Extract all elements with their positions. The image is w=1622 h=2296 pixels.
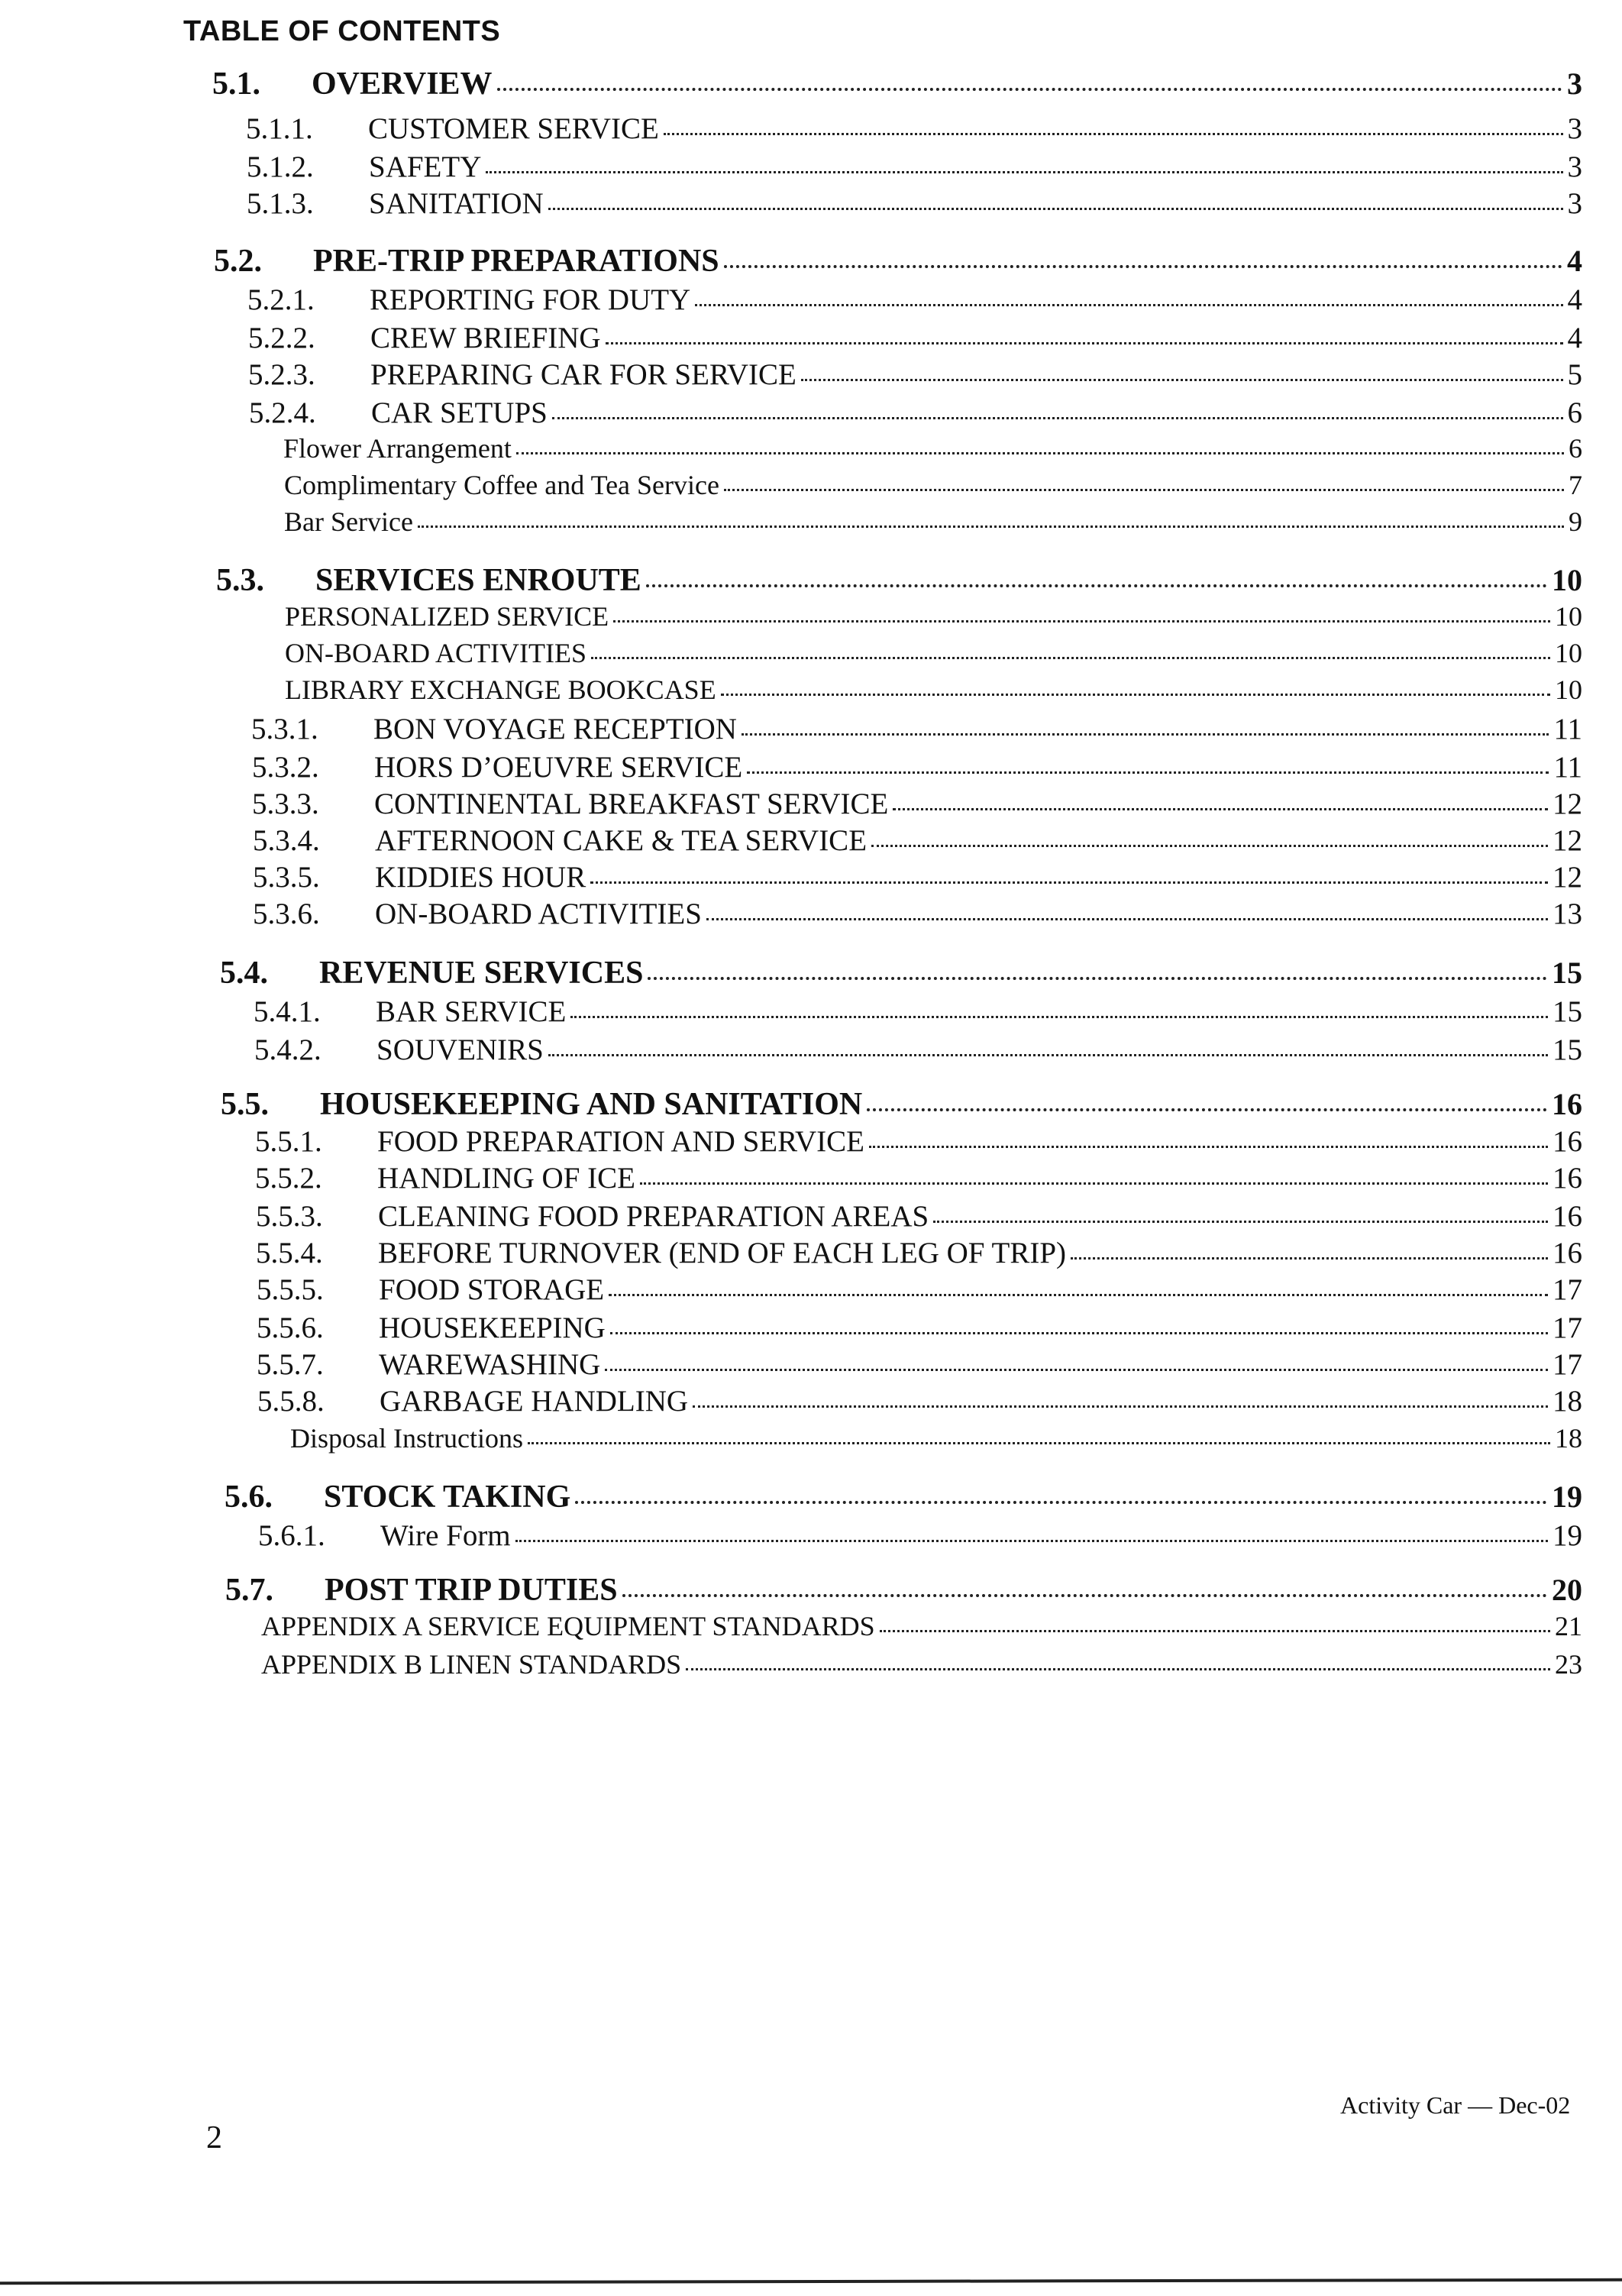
toc-page-number: 9: [1569, 506, 1582, 537]
toc-dot-leader: [528, 1442, 1550, 1444]
toc-section-title: CONTINENTAL BREAKFAST SERVICE: [374, 787, 889, 820]
toc-dot-leader: [747, 771, 1549, 774]
toc-dot-leader: [646, 584, 1547, 587]
toc-entry-3: [285, 637, 1582, 674]
toc-page-number: 6: [1567, 396, 1582, 429]
toc-section-title: HOUSEKEEPING AND SANITATION: [320, 1087, 863, 1122]
toc-section-number: 5.5.4.: [256, 1237, 323, 1269]
toc-entry-2: [253, 860, 1582, 897]
toc-dot-leader: [570, 1016, 1548, 1018]
toc-dot-leader: [497, 88, 1562, 91]
toc-section-number: 5.1.1.: [246, 112, 313, 145]
toc-dot-leader: [706, 918, 1548, 920]
document-footer: Activity Car — Dec-02: [1340, 2091, 1571, 2119]
toc-section-title: STOCK TAKING: [324, 1479, 571, 1515]
toc-section-title: Disposal Instructions: [290, 1423, 523, 1454]
toc-dot-leader: [724, 265, 1562, 268]
toc-section-number: 5.3.: [216, 563, 264, 598]
toc-section-title: SOUVENIRS: [376, 1033, 544, 1066]
toc-section-title: Flower Arrangement: [283, 433, 512, 464]
toc-page-number: 20: [1552, 1573, 1582, 1607]
toc-dot-leader: [516, 452, 1564, 454]
toc-page-number: 23: [1555, 1649, 1582, 1680]
toc-page-number: 16: [1553, 1162, 1582, 1195]
toc-entry-2: [255, 1124, 1582, 1161]
toc-entry-1: [221, 1086, 1582, 1123]
toc-page-number: 3: [1567, 150, 1582, 183]
toc-section-number: 5.5.8.: [257, 1385, 325, 1418]
toc-entry-2: [252, 787, 1582, 823]
toc-section-number: 5.5.: [221, 1087, 269, 1122]
toc-entry-1: [212, 66, 1582, 102]
toc-section-number: 5.6.1.: [258, 1519, 325, 1552]
toc-entry-3: [261, 1648, 1582, 1685]
toc-section-title: CAR SETUPS: [371, 396, 548, 429]
toc-page-number: 5: [1567, 358, 1582, 391]
toc-section-title: APPENDIX A SERVICE EQUIPMENT STANDARDS: [261, 1611, 875, 1641]
toc-dot-leader: [552, 417, 1563, 419]
toc-entry-2: [248, 321, 1582, 357]
toc-section-number: 5.3.6.: [253, 897, 320, 930]
toc-page-number: 21: [1555, 1611, 1582, 1641]
toc-entry-3: [284, 469, 1582, 506]
toc-dot-leader: [606, 342, 1563, 344]
toc-entry-2: [246, 112, 1582, 148]
toc-section-number: 5.3.5.: [253, 861, 320, 894]
toc-page-number: 17: [1553, 1311, 1582, 1344]
toc-section-number: 5.5.1.: [255, 1125, 322, 1158]
toc-entry-3: [284, 506, 1582, 542]
toc-page-number: 18: [1555, 1423, 1582, 1454]
toc-section-number: 5.4.1.: [254, 995, 321, 1028]
toc-page-number: 11: [1553, 751, 1582, 784]
toc-dot-leader: [605, 1369, 1548, 1371]
toc-entry-2: [254, 1033, 1582, 1069]
toc-page-number: 16: [1553, 1125, 1582, 1158]
toc-page-number: 13: [1553, 897, 1582, 930]
toc-section-title: OVERVIEW: [312, 66, 493, 102]
toc-section-title: BEFORE TURNOVER (END OF EACH LEG OF TRIP): [378, 1237, 1067, 1269]
toc-section-number: 5.2.2.: [248, 322, 315, 354]
toc-page-number: 15: [1553, 995, 1582, 1028]
toc-section-number: 5.4.: [220, 956, 268, 991]
toc-section-title: FOOD STORAGE: [379, 1273, 605, 1306]
toc-section-title: PREPARING CAR FOR SERVICE: [370, 358, 796, 391]
toc-page-number: 6: [1569, 433, 1582, 464]
toc-section-number: 5.2.4.: [249, 396, 316, 429]
toc-entry-2: [253, 897, 1582, 933]
toc-entry-2: [255, 1161, 1582, 1198]
scan-edge-line: [0, 2278, 1622, 2285]
toc-dot-leader: [515, 1540, 1548, 1542]
toc-section-number: 5.3.2.: [252, 751, 319, 784]
toc-section-title: POST TRIP DUTIES: [325, 1573, 618, 1608]
toc-dot-leader: [575, 1501, 1547, 1504]
toc-page-number: 17: [1553, 1348, 1582, 1381]
toc-dot-leader: [742, 733, 1549, 736]
toc-dot-leader: [867, 1108, 1547, 1111]
toc-entry-2: [258, 1518, 1582, 1555]
toc-entry-2: [247, 150, 1582, 186]
toc-page-number: 3: [1567, 112, 1582, 145]
toc-dot-leader: [686, 1668, 1550, 1670]
toc-dot-leader: [693, 1405, 1548, 1408]
toc-dot-leader: [933, 1221, 1548, 1223]
toc-entry-3: [285, 600, 1582, 637]
toc-page-number: 12: [1553, 824, 1582, 857]
toc-section-title: ON-BOARD ACTIVITIES: [285, 638, 586, 668]
toc-entry-2: [256, 1199, 1582, 1236]
toc-entry-1: [225, 1479, 1582, 1515]
toc-entry-2: [257, 1384, 1582, 1421]
toc-section-number: 5.5.3.: [256, 1200, 323, 1233]
toc-page-number: 17: [1553, 1273, 1582, 1306]
toc-page-number: 4: [1567, 322, 1582, 354]
toc-page-number: 10: [1552, 563, 1582, 597]
toc-entry-2: [247, 186, 1582, 223]
toc-section-title: LIBRARY EXCHANGE BOOKCASE: [285, 674, 716, 705]
toc-entry-2: [257, 1311, 1582, 1347]
toc-section-title: AFTERNOON CAKE & TEA SERVICE: [375, 824, 868, 857]
toc-section-title: ON-BOARD ACTIVITIES: [375, 897, 702, 930]
toc-page-number: 10: [1555, 638, 1582, 668]
toc-section-number: 5.1.2.: [247, 150, 314, 183]
toc-section-number: 5.7.: [225, 1573, 273, 1608]
toc-page-number: 3: [1567, 66, 1582, 101]
toc-page-number: 16: [1553, 1237, 1582, 1269]
toc-dot-leader: [648, 977, 1547, 980]
toc-entry-2: [257, 1347, 1582, 1384]
toc-section-title: SANITATION: [369, 187, 544, 220]
toc-entry-2: [248, 357, 1582, 394]
toc-section-title: Complimentary Coffee and Tea Service: [284, 470, 719, 500]
toc-dot-leader: [590, 881, 1548, 884]
toc-section-number: 5.2.1.: [247, 283, 315, 316]
toc-page-number: 11: [1553, 713, 1582, 745]
toc-section-title: HORS D’OEUVRE SERVICE: [374, 751, 743, 784]
toc-page-number: 15: [1553, 1033, 1582, 1066]
toc-section-number: 5.4.2.: [254, 1033, 321, 1066]
toc-section-number: 5.1.: [212, 66, 260, 102]
toc-section-title: REPORTING FOR DUTY: [370, 283, 691, 316]
toc-section-number: 5.5.5.: [257, 1273, 324, 1306]
toc-section-title: Bar Service: [284, 506, 413, 537]
toc-section-title: HOUSEKEEPING: [379, 1311, 606, 1344]
toc-entry-3: [290, 1422, 1582, 1459]
toc-page-number: 16: [1553, 1200, 1582, 1233]
toc-dot-leader: [695, 304, 1562, 306]
toc-entry-2: [249, 396, 1582, 432]
toc-page-number: 10: [1555, 674, 1582, 705]
toc-page-number: 4: [1567, 283, 1582, 316]
toc-section-title: WAREWASHING: [379, 1348, 601, 1381]
toc-entry-2: [257, 1273, 1582, 1309]
toc-dot-leader: [1071, 1257, 1548, 1260]
toc-section-title: GARBAGE HANDLING: [380, 1385, 689, 1418]
toc-dot-leader: [893, 808, 1548, 810]
toc-page-number: 18: [1553, 1385, 1582, 1418]
toc-dot-leader: [622, 1594, 1547, 1597]
toc-dot-leader: [591, 657, 1550, 659]
toc-section-title: APPENDIX B LINEN STANDARDS: [261, 1649, 682, 1680]
toc-entry-3: [283, 432, 1582, 469]
toc-section-number: 5.1.3.: [247, 187, 314, 220]
toc-page-number: 19: [1553, 1519, 1582, 1552]
toc-section-title: FOOD PREPARATION AND SERVICE: [377, 1125, 864, 1158]
toc-section-title: CLEANING FOOD PREPARATION AREAS: [378, 1200, 929, 1233]
toc-page-number: 19: [1552, 1479, 1582, 1514]
toc-dot-leader: [610, 1332, 1548, 1334]
toc-page-number: 3: [1567, 187, 1582, 220]
toc-section-title: HANDLING OF ICE: [377, 1162, 635, 1195]
toc-entry-1: [225, 1572, 1582, 1609]
toc-page-number: 4: [1567, 244, 1582, 278]
toc-dot-leader: [418, 525, 1564, 528]
toc-section-title: SERVICES ENROUTE: [315, 563, 641, 598]
toc-entry-2: [247, 283, 1582, 319]
toc-dot-leader: [869, 1146, 1548, 1148]
toc-entry-2: [254, 994, 1582, 1031]
toc-dot-leader: [613, 620, 1550, 623]
toc-dot-leader: [801, 379, 1563, 381]
toc-page-number: 12: [1553, 861, 1582, 894]
toc-dot-leader: [721, 694, 1550, 696]
toc-page-number: 16: [1552, 1087, 1582, 1121]
toc-dot-leader: [880, 1630, 1550, 1632]
toc-section-title: CUSTOMER SERVICE: [368, 112, 659, 145]
toc-dot-leader: [609, 1294, 1548, 1296]
toc-dot-leader: [640, 1182, 1548, 1185]
toc-dot-leader: [486, 171, 1562, 173]
toc-section-number: 5.6.: [225, 1479, 273, 1515]
toc-page-number: 15: [1552, 956, 1582, 990]
toc-dot-leader: [724, 489, 1564, 491]
toc-section-title: PRE-TRIP PREPARATIONS: [313, 244, 719, 279]
toc-entry-1: [214, 243, 1582, 280]
toc-section-number: 5.2.3.: [248, 358, 315, 391]
toc-section-title: REVENUE SERVICES: [319, 956, 644, 991]
toc-entry-2: [253, 823, 1582, 860]
toc-section-title: BON VOYAGE RECEPTION: [373, 713, 737, 745]
toc-dot-leader: [664, 133, 1563, 135]
toc-entry-3: [285, 674, 1582, 710]
toc-entry-1: [216, 562, 1582, 599]
toc-section-number: 5.3.4.: [253, 824, 320, 857]
toc-section-title: PERSONALIZED SERVICE: [285, 601, 609, 632]
toc-page-number: 7: [1569, 470, 1582, 500]
toc-section-number: 5.5.7.: [257, 1348, 324, 1381]
page-number: 2: [206, 2120, 222, 2155]
toc-dot-leader: [871, 845, 1548, 847]
toc-entry-3: [261, 1610, 1582, 1647]
toc-entry-1: [220, 955, 1582, 991]
toc-section-number: 5.3.3.: [252, 787, 319, 820]
toc-section-number: 5.5.6.: [257, 1311, 324, 1344]
toc-section-title: SAFETY: [369, 150, 482, 183]
toc-section-title: Wire Form: [380, 1519, 511, 1552]
toc-entry-2: [256, 1236, 1582, 1273]
toc-section-number: 5.2.: [214, 244, 262, 279]
toc-section-number: 5.5.2.: [255, 1162, 322, 1195]
toc-heading: TABLE OF CONTENTS: [183, 15, 501, 47]
toc-page-number: 10: [1555, 601, 1582, 632]
toc-entry-2: [252, 750, 1582, 787]
toc-page-number: 12: [1553, 787, 1582, 820]
toc-entry-2: [251, 712, 1582, 749]
toc-section-title: KIDDIES HOUR: [375, 861, 586, 894]
toc-section-number: 5.3.1.: [251, 713, 318, 745]
toc-dot-leader: [548, 208, 1563, 210]
toc-section-title: CREW BRIEFING: [370, 322, 601, 354]
toc-dot-leader: [548, 1054, 1548, 1056]
toc-section-title: BAR SERVICE: [376, 995, 567, 1028]
